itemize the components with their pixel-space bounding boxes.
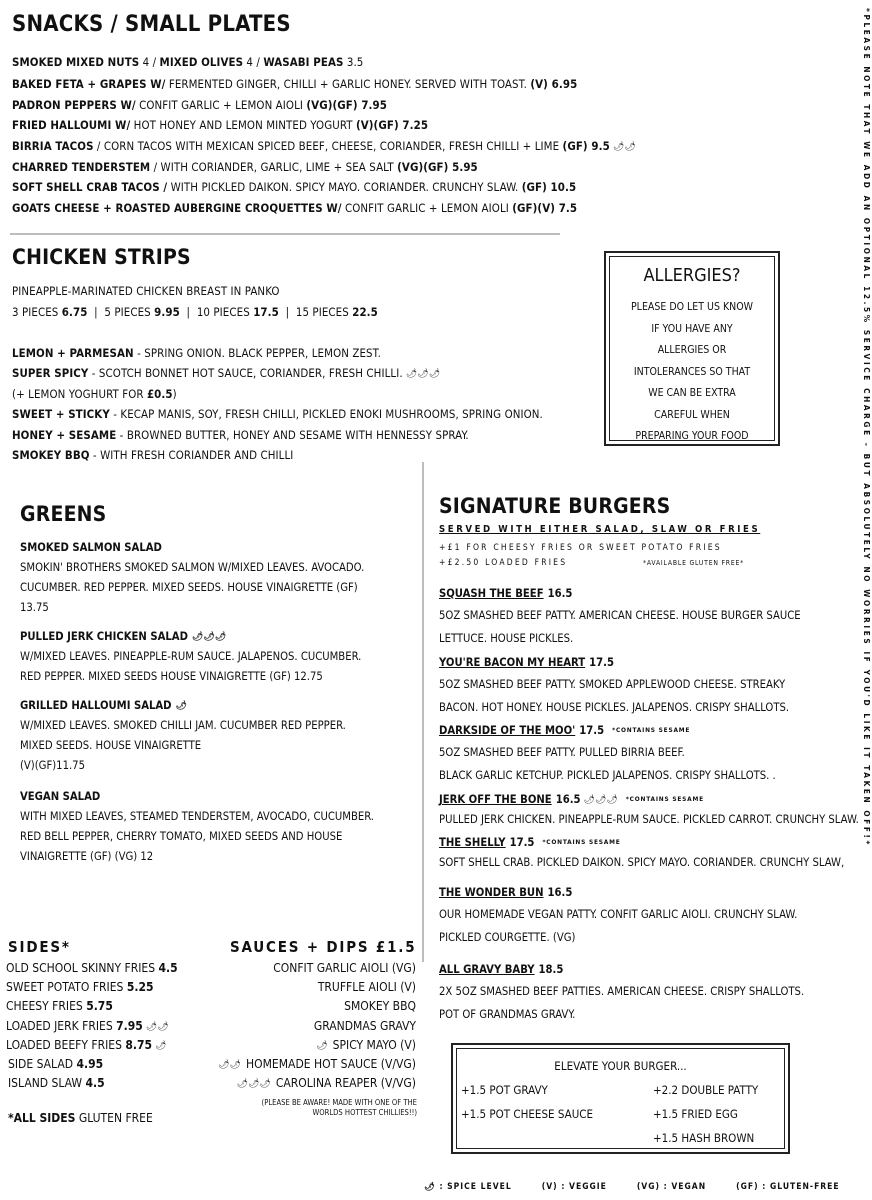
burger-name: THE WONDER BUN (439, 886, 544, 899)
allergies-line: IF YOU HAVE ANY (651, 322, 733, 335)
flavour-desc: (+ LEMON YOGHURT FOR (12, 387, 147, 401)
side-item (8, 1076, 105, 1090)
allergies-line: PREPARING YOUR FOOD (635, 430, 749, 442)
sauce-name: TRUFFLE AIOLI (V) (317, 980, 416, 995)
flavour-desc: - WITH FRESH CORIANDER AND CHILLI (89, 448, 294, 462)
flavour-end: ) (172, 387, 177, 401)
sauce-name: HOMEMADE HOT SAUCE (V/VG) (245, 1057, 416, 1071)
sesame-note: *CONTAINS SESAME (542, 838, 621, 846)
side-name: LOADED JERK FRIES (6, 1018, 117, 1033)
side-item (6, 1038, 166, 1052)
elevate-option: +1.5 POT CHEESE SAUCE (461, 1107, 594, 1121)
snack-price: 3.5 (343, 55, 364, 69)
sauce-name: SMOKEY BBQ (344, 999, 416, 1014)
burger-header (439, 886, 572, 899)
sauce-item (200, 980, 416, 994)
divider (10, 233, 560, 235)
snack-desc: WITH PICKLED DAIKON. SPICY MAYO. CORIANDER. CRUNCHY SLAW. (167, 180, 522, 194)
chilli-icon: 🌶 (175, 701, 187, 711)
burger-desc: 5OZ SMASHED BEEF PATTY. AMERICAN CHEESE. HOUSE BURGER SAUCE (439, 609, 801, 622)
elevate-option: +1.5 POT GRAVY (461, 1083, 548, 1097)
greens-item-title: GRILLED HALLOUMI SALAD (20, 699, 172, 712)
chicken-flavour (12, 448, 293, 462)
side-price: 7.95 (116, 1018, 143, 1033)
greens-item-desc: (V)(GF)11.75 (20, 759, 85, 772)
snack-desc: / WITH CORIANDER, GARLIC, LIME + SEA SALT (150, 160, 398, 174)
burger-header (439, 656, 614, 669)
allergies-line: INTOLERANCES SO THAT (633, 365, 751, 378)
side-item (6, 980, 153, 994)
snack-price: (V) 6.95 (530, 77, 578, 91)
side-name: LOADED BEEFY FRIES (6, 1037, 126, 1052)
chicken-flavour (12, 387, 177, 401)
side-item (6, 1019, 169, 1033)
flavour-desc: - SPRING ONION. BLACK PEPPER, LEMON ZEST. (133, 346, 382, 360)
side-name: ISLAND SLAW (8, 1076, 86, 1091)
burger-desc: 5OZ SMASHED BEEF PATTY. PULLED BIRRIA BEEF. (439, 746, 685, 759)
chicken-flavour (12, 366, 440, 380)
greens-item-title: PULLED JERK CHICKEN SALAD (20, 630, 188, 643)
chilli-icon: 🌶🌶🌶 (236, 1079, 271, 1090)
snack-desc: CONFIT GARLIC + LEMON AIOLI (135, 98, 307, 112)
burger-desc: BACON. HOT HONEY. HOUSE PICKLES. JALAPENOS. CRISPY SHALLOTS. (439, 701, 790, 714)
greens-item-desc: VINAIGRETTE (GF) (VG) 12 (20, 850, 154, 863)
burgers-upgrade-2: +£2.50 LOADED FRIES (439, 558, 568, 568)
snack-item (12, 98, 387, 112)
greens-item-name (20, 630, 226, 643)
greens-item-title: SMOKED SALMON SALAD (20, 541, 162, 554)
snack-item (12, 118, 428, 132)
greens-item-desc: W/MIXED LEAVES. SMOKED CHILLI JAM. CUCUMBER RED PEPPER. (20, 719, 346, 732)
legend-item (542, 1182, 607, 1192)
carolina-warning: (PLEASE BE AWARE! MADE WITH ONE OF THE WORLDS HOTTEST CHILLIES!!) (261, 1098, 417, 1117)
snack-item (12, 77, 577, 91)
burger-price: 16.5 (555, 793, 581, 806)
burger-desc: PICKLED COURGETTE. (VG) (439, 931, 576, 944)
side-name: SIDE SALAD (8, 1057, 77, 1071)
sesame-note: *CONTAINS SESAME (612, 726, 691, 734)
sauce-name: SPICY MAYO (V) (332, 1037, 416, 1052)
chilli-icon: 🌶 (155, 1040, 167, 1051)
burger-header (439, 963, 563, 976)
legend-symbol: (V) (541, 1182, 562, 1192)
snack-name: BAKED FETA + GRAPES W/ (12, 77, 166, 91)
sides-footnote: *ALL SIDES GLUTEN FREE (8, 1111, 153, 1125)
greens-item-desc: CUCUMBER. RED PEPPER. MIXED SEEDS. HOUSE VINAIGRETTE (GF) (20, 581, 358, 594)
burger-name: SQUASH THE BEEF (439, 587, 544, 600)
burger-name: ALL GRAVY BABY (439, 963, 535, 976)
flavour-name: SWEET + STICKY (12, 407, 110, 421)
sides-title: SIDES* (8, 938, 71, 956)
sesame-note: *CONTAINS SESAME (625, 795, 704, 803)
chicken-title: CHICKEN STRIPS (12, 245, 191, 269)
burger-desc: 2X 5OZ SMASHED BEEF PATTIES. AMERICAN CHEESE. CRISPY SHALLOTS. (439, 985, 805, 998)
legend-label: : VEGGIE (561, 1182, 607, 1192)
flavour-price: £0.5 (146, 387, 173, 401)
greens-item-desc: 13.75 (20, 601, 49, 614)
burgers-served: SERVED WITH EITHER SALAD, SLAW OR FRIES (439, 524, 761, 535)
side-item (8, 1057, 103, 1071)
greens-item-desc: MIXED SEEDS. HOUSE VINAIGRETTE (20, 739, 202, 752)
elevate-left-options (461, 1078, 593, 1126)
chilli-icon: 🌶🌶🌶 (191, 632, 227, 642)
burger-header (439, 836, 621, 849)
burger-desc: LETTUCE. HOUSE PICKLES. (439, 632, 574, 645)
greens-item-desc: RED BELL PEPPER, CHERRY TOMATO, MIXED SEEDS AND HOUSE (20, 830, 343, 843)
snack-name: SOFT SHELL CRAB TACOS / (12, 180, 168, 194)
elevate-option: +1.5 FRIED EGG (653, 1107, 738, 1121)
legend-item (424, 1182, 512, 1192)
chicken-prices: 3 PIECES 6.75 | 5 PIECES 9.95 | 10 PIECES 17.5 | 15 PIECES 22.5 (12, 305, 378, 319)
legend-label: : GLUTEN-FREE (762, 1182, 840, 1192)
flavour-name: HONEY + SESAME (12, 428, 117, 442)
greens-item-title: VEGAN SALAD (20, 790, 101, 803)
chilli-icon: 🌶🌶 (612, 142, 636, 152)
snack-name: SMOKED MIXED NUTS (12, 55, 140, 69)
chilli-icon: 🌶🌶 (218, 1060, 241, 1070)
flavour-desc: - BROWNED BUTTER, HONEY AND SESAME WITH HENNESSY SPRAY. (116, 428, 469, 442)
burger-desc: BLACK GARLIC KETCHUP. PICKLED JALAPENOS. CRISPY SHALLOTS. . (439, 769, 776, 782)
chicken-flavour (12, 428, 469, 442)
dietary-legend (424, 1182, 840, 1192)
snack-name: PADRON PEPPERS W/ (12, 98, 136, 112)
burger-price: 16.5 (547, 587, 573, 600)
snack-price: (GF)(V) 7.5 (512, 201, 578, 215)
side-name: SWEET POTATO FRIES (6, 980, 127, 995)
legend-symbol: (VG) (636, 1182, 664, 1192)
snack-price: (V)(GF) 7.25 (355, 118, 429, 132)
allergies-line: WE CAN BE EXTRA (648, 387, 736, 399)
burger-desc: OUR HOMEMADE VEGAN PATTY. CONFIT GARLIC AIOLI. CRUNCHY SLAW. (439, 908, 798, 921)
sauces-title: SAUCES + DIPS £1.5 (230, 938, 417, 956)
elevate-option: +2.2 DOUBLE PATTY (653, 1083, 759, 1097)
chicken-intro: PINEAPPLE-MARINATED CHICKEN BREAST IN PANKO (12, 284, 280, 298)
gluten-free-note: *AVAILABLE GLUTEN FREE* (643, 559, 745, 567)
allergies-line: PLEASE DO LET US KNOW (630, 301, 753, 313)
burger-name: THE SHELLY (439, 836, 506, 849)
side-price: 8.75 (125, 1037, 153, 1052)
snack-price: (GF) 9.5 (562, 139, 610, 153)
snack-name: FRIED HALLOUMI W/ (12, 118, 131, 132)
burger-header (439, 724, 690, 737)
burger-price: 17.5 (579, 724, 605, 737)
greens-item-name (20, 699, 187, 712)
sauce-item (200, 1076, 416, 1090)
burger-desc: POT OF GRANDMAS GRAVY. (439, 1008, 576, 1021)
chicken-flavour (12, 407, 543, 421)
sauce-item (200, 1019, 416, 1033)
burger-name: DARKSIDE OF THE MOO' (439, 724, 576, 737)
burger-header (439, 793, 704, 806)
greens-item-name (20, 541, 162, 554)
greens-item-name (20, 790, 100, 803)
snacks-title: SNACKS / SMALL PLATES (12, 12, 291, 37)
side-name: CHEESY FRIES (6, 999, 87, 1014)
flavour-name: SMOKEY BBQ (12, 448, 90, 462)
elevate-right-options (653, 1078, 758, 1150)
elevate-title: ELEVATE YOUR BURGER... (554, 1059, 687, 1073)
burgers-title: SIGNATURE BURGERS (439, 494, 671, 518)
burger-price: 18.5 (538, 963, 564, 976)
burger-price: 16.5 (547, 886, 573, 899)
sauce-item (200, 961, 416, 975)
greens-item-desc: RED PEPPER. MIXED SEEDS HOUSE VINAIGRETTE (GF) 12.75 (20, 670, 323, 683)
flavour-desc: - SCOTCH BONNET HOT SAUCE, CORIANDER, FRESH CHILLI. (88, 366, 403, 380)
allergies-box (604, 251, 780, 446)
allergies-line: CAREFUL WHEN (654, 408, 730, 421)
snack-price: (VG)(GF) 7.95 (306, 98, 388, 112)
snack-desc: 4 / (243, 55, 264, 69)
snack-name: GOATS CHEESE + ROASTED AUBERGINE CROQUETTES W/ (12, 201, 342, 215)
sauce-name: CONFIT GARLIC AIOLI (VG) (273, 961, 416, 975)
legend-item (736, 1182, 840, 1192)
snack-item (12, 139, 636, 153)
sauce-item (200, 1038, 416, 1052)
legend-item (637, 1182, 706, 1192)
allergies-title: ALLERGIES? (643, 265, 741, 286)
chilli-icon: 🌶 (424, 1182, 440, 1192)
snack-item (12, 201, 577, 215)
legend-symbol: (GF) (736, 1182, 763, 1192)
chicken-flavour (12, 346, 381, 360)
snack-name: BIRRIA TACOS (12, 139, 94, 153)
burger-header (439, 587, 572, 600)
flavour-name: SUPER SPICY (12, 366, 89, 380)
flavour-name: LEMON + PARMESAN (12, 346, 134, 360)
burger-price: 17.5 (509, 836, 535, 849)
snack-desc: CONFIT GARLIC + LEMON AIOLI (341, 201, 513, 215)
flavour-desc: - KECAP MANIS, SOY, FRESH CHILLI, PICKLED ENOKI MUSHROOMS, SPRING ONION. (109, 407, 543, 421)
chilli-icon: 🌶🌶🌶 (583, 795, 618, 805)
snack-item (12, 55, 363, 69)
snack-item (12, 160, 478, 174)
side-item (6, 961, 178, 975)
allergies-line: ALLERGIES OR (657, 344, 727, 356)
side-price: 4.5 (158, 961, 178, 975)
snack-desc: HOT HONEY AND LEMON MINTED YOGURT (130, 118, 356, 132)
burger-desc: SOFT SHELL CRAB. PICKLED DAIKON. SPICY MAYO. CORIANDER. CRUNCHY SLAW, (439, 856, 845, 869)
chilli-icon: 🌶🌶🌶 (405, 369, 441, 379)
legend-label: : SPICE LEVEL (439, 1182, 512, 1192)
burgers-upgrade-1: +£1 FOR CHEESY FRIES OR SWEET POTATO FRIES (439, 543, 722, 553)
chilli-icon: 🌶 (316, 1040, 328, 1051)
burger-desc: 5OZ SMASHED BEEF PATTY. SMOKED APPLEWOOD CHEESE. STREAKY (439, 678, 786, 691)
burger-price: 17.5 (589, 656, 615, 669)
snack-item (12, 180, 576, 194)
legend-label: : VEGAN (663, 1182, 707, 1192)
side-price: 5.25 (126, 980, 154, 995)
elevate-box (451, 1043, 790, 1154)
sauce-item (200, 1057, 416, 1071)
snack-desc: / CORN TACOS WITH MEXICAN SPICED BEEF, CHEESE, CORIANDER, FRESH CHILLI + LIME (93, 139, 563, 153)
elevate-option: +1.5 HASH BROWN (653, 1131, 755, 1145)
greens-item-desc: SMOKIN' BROTHERS SMOKED SALMON W/MIXED LEAVES. AVOCADO. (20, 561, 365, 574)
snack-name: WASABI PEAS (263, 55, 344, 69)
snack-desc: FERMENTED GINGER, CHILLI + GARLIC HONEY. SERVED WITH TOAST. (165, 77, 531, 91)
snack-name: CHARRED TENDERSTEM (12, 160, 151, 174)
snack-name: MIXED OLIVES (159, 55, 244, 69)
burger-name: YOU'RE BACON MY HEART (439, 656, 586, 669)
side-price: 5.75 (86, 999, 113, 1014)
greens-item-desc: WITH MIXED LEAVES, STEAMED TENDERSTEM, AVOCADO, CUCUMBER. (20, 810, 374, 823)
burger-desc: PULLED JERK CHICKEN. PINEAPPLE-RUM SAUCE. PICKLED CARROT. CRUNCHY SLAW. (439, 813, 859, 826)
greens-item-desc: W/MIXED LEAVES. PINEAPPLE-RUM SAUCE. JALAPENOS. CUCUMBER. (20, 650, 362, 663)
chilli-icon: 🌶🌶 (145, 1021, 169, 1032)
greens-title: GREENS (20, 502, 107, 526)
sauce-item (200, 999, 416, 1013)
sauce-name: GRANDMAS GRAVY (313, 1018, 416, 1033)
allergies-text (606, 297, 778, 448)
snack-desc: 4 / (139, 55, 160, 69)
service-charge-note: *PLEASE NOTE THAT WE ADD AN OPTIONAL 12.5% SERVICE CHARGE - BUT ABSOLUTELY NO WORRIES IF YOU'D LIKE IT TAKEN OFF!* (862, 8, 872, 847)
column-divider (422, 462, 424, 962)
burger-name: JERK OFF THE BONE (439, 793, 552, 806)
side-item (6, 999, 113, 1013)
snack-price: (VG)(GF) 5.95 (397, 160, 478, 174)
side-name: OLD SCHOOL SKINNY FRIES (6, 961, 159, 975)
sauce-name: CAROLINA REAPER (V/VG) (275, 1076, 416, 1091)
side-price: 4.95 (76, 1057, 104, 1071)
snack-price: (GF) 10.5 (521, 180, 577, 194)
side-price: 4.5 (85, 1076, 105, 1091)
